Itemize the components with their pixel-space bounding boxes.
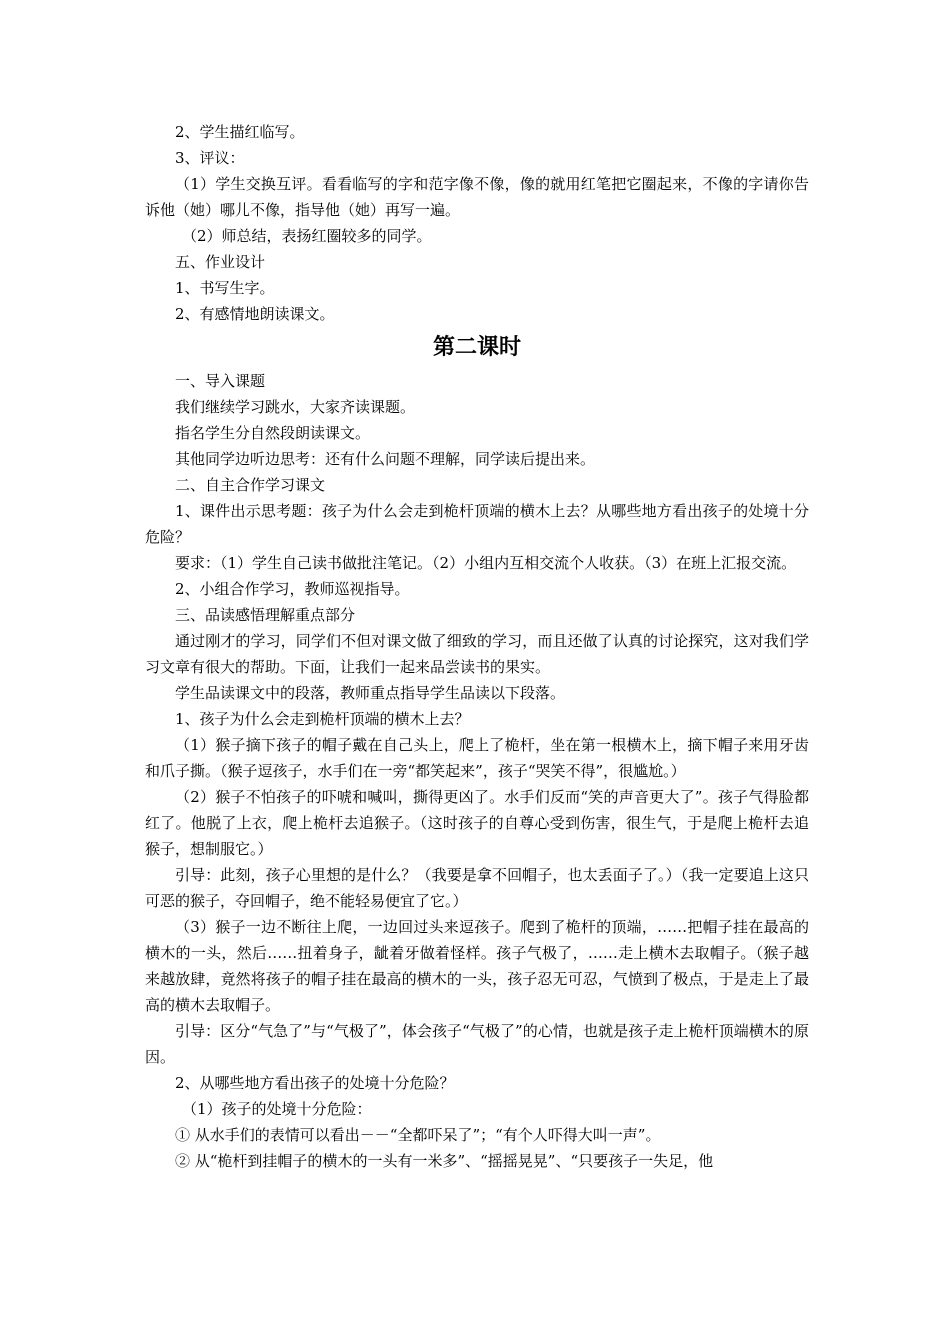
paragraph: 1、书写生字。 (175, 279, 275, 297)
paragraph: 其他同学边听边思考：还有什么问题不理解，同学读后提出来。 (175, 450, 596, 468)
paragraph: 三、品读感悟理解重点部分 (175, 606, 356, 624)
paragraph: 五、作业设计 (175, 253, 266, 271)
paragraph: （3）猴子一边不断往上爬，一边回过头来逗孩子。爬到了桅杆的顶端，……把帽子挂在最高的横木的一头，然后……扭着身子，龇着牙做着怪样。孩子气极了，……走上横木去取帽子。（猴子越来越放肆，竟然将孩子的帽子挂在最高的横木的一头，孩子忍无可忍，气愤到了极点，于是走上了最高的横木去取帽子。 (145, 918, 809, 1014)
paragraph: 3、评议： (175, 149, 245, 167)
paragraph: 2、从哪些地方看出孩子的处境十分危险？ (175, 1074, 455, 1092)
lesson-title: 第二课时 (432, 335, 521, 360)
paragraph: 引导：区分“气急了”与“气极了”，体会孩子“气极了”的心情，也就是孩子走上桅杆顶端横木的原因。 (145, 1022, 809, 1066)
paragraph: 2、学生描红临写。 (175, 123, 305, 141)
paragraph: （1）猴子摘下孩子的帽子戴在自己头上，爬上了桅杆，坐在第一根横木上，摘下帽子来用牙齿和爪子撕。（猴子逗孩子，水手们在一旁“都笑起来”，孩子“哭笑不得”，很尴尬。） (145, 736, 809, 780)
paragraph: 引导：此刻，孩子心里想的是什么？（我要是拿不回帽子，也太丢面子了。）（我一定要追上这只可恶的猴子，夺回帽子，绝不能轻易便宜了它。） (145, 866, 809, 910)
paragraph: （2）猴子不怕孩子的吓唬和喊叫，撕得更凶了。水手们反而“笑的声音更大了”。孩子气得脸都红了。他脱了上衣，爬上桅杆去追猴子。（这时孩子的自尊心受到伤害，很生气，于是爬上桅杆去追猴子，想制服它。） (145, 788, 809, 858)
paragraph: 1、课件出示思考题：孩子为什么会走到桅杆顶端的横木上去？从哪些地方看出孩子的处境十分危险？ (145, 502, 809, 546)
paragraph: 1、孩子为什么会走到桅杆顶端的横木上去？ (175, 710, 470, 728)
paragraph: 一、导入课题 (175, 372, 266, 390)
paragraph: 要求：（1）学生自己读书做批注笔记。（2）小组内互相交流个人收获。（3）在班上汇报交流。 (175, 554, 797, 572)
paragraph: 二、自主合作学习课文 (175, 476, 326, 494)
paragraph: （1）孩子的处境十分危险： (182, 1100, 372, 1118)
paragraph: ① 从水手们的表情可以看出－－“全都吓呆了”；“有个人吓得大叫一声”。 (175, 1126, 661, 1144)
paragraph: （2）师总结，表扬红圈较多的同学。 (182, 227, 432, 245)
paragraph: 学生品读课文中的段落，教师重点指导学生品读以下段落。 (175, 684, 566, 702)
paragraph: 通过刚才的学习，同学们不但对课文做了细致的学习，而且还做了认真的讨论探究，这对我们学习文章有很大的帮助。下面，让我们一起来品尝读书的果实。 (145, 632, 809, 676)
document-page (145, 119, 809, 1174)
paragraph: 我们继续学习跳水，大家齐读课题。 (175, 398, 416, 416)
paragraph: 2、小组合作学习，教师巡视指导。 (175, 580, 410, 598)
paragraph: （1）学生交换互评。看看临写的字和范字像不像，像的就用红笔把它圈起来，不像的字请你告诉他（她）哪儿不像，指导他（她）再写一遍。 (145, 175, 809, 219)
paragraph: 指名学生分自然段朗读课文。 (175, 424, 371, 442)
paragraph: ② 从“桅杆到挂帽子的横木的一头有一米多”、“摇摇晃晃”、“只要孩子一失足，他 (175, 1152, 714, 1170)
paragraph: 2、有感情地朗读课文。 (175, 305, 335, 323)
